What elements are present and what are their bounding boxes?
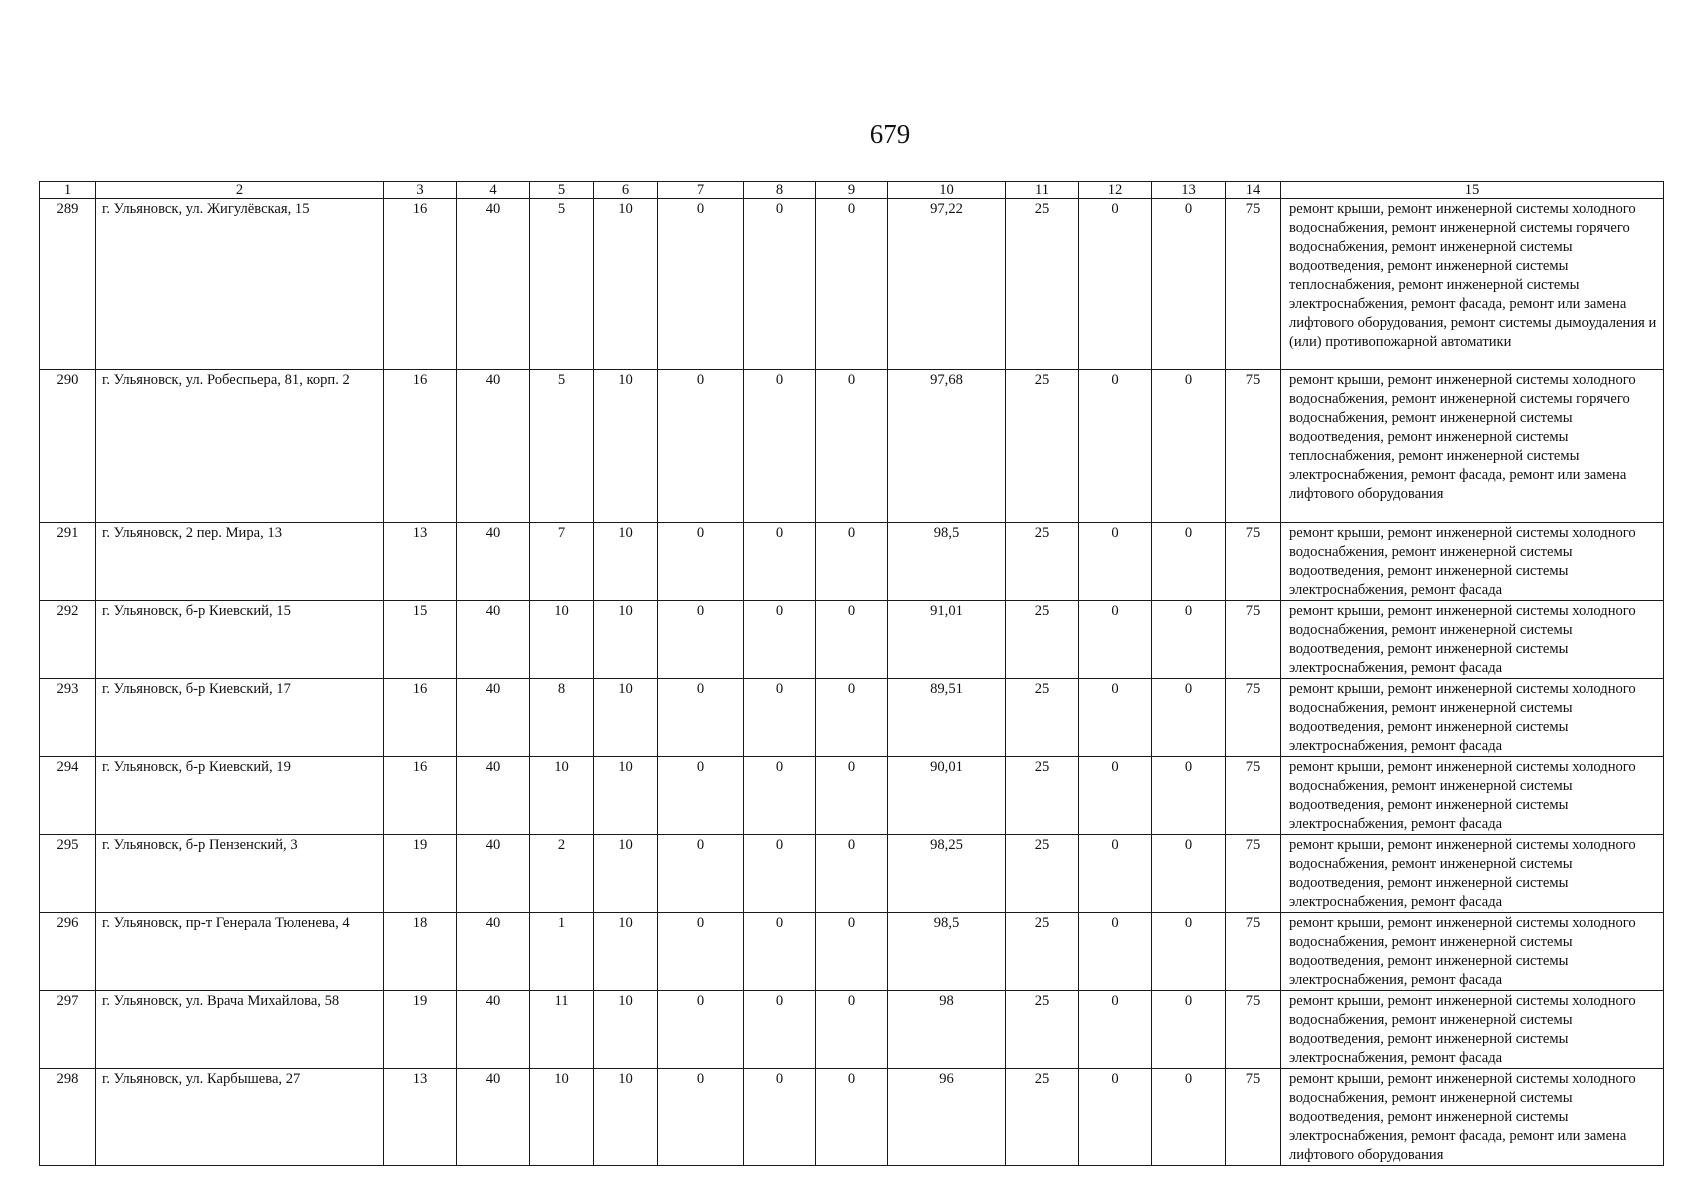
value-cell-10: 98 <box>888 991 1006 1069</box>
value-cell-3: 16 <box>384 199 457 370</box>
address-cell: г. Ульяновск, б-р Киевский, 15 <box>96 601 384 679</box>
value-cell-3: 16 <box>384 757 457 835</box>
value-cell-7: 0 <box>658 835 744 913</box>
value-cell-9: 0 <box>816 913 888 991</box>
works-cell: ремонт крыши, ремонт инженерной системы холодного водоснабжения, ремонт инженерной системы горячего водоснабжения, ремонт инженерной системы водоотведения, ремонт инженерной системы теплоснабжения, ремонт инженерной системы электроснабжения, ремонт фасада, ремонт или замена лифтового оборудования, ремонт системы дымоудаления и (или) противопожарной автоматики <box>1281 199 1664 370</box>
column-number: 13 <box>1152 182 1226 199</box>
table-row <box>40 370 1664 523</box>
column-number: 5 <box>530 182 594 199</box>
value-cell-8: 0 <box>744 679 816 757</box>
column-number: 10 <box>888 182 1006 199</box>
value-cell-8: 0 <box>744 523 816 601</box>
value-cell-12: 0 <box>1079 199 1152 370</box>
value-cell-13: 0 <box>1152 523 1226 601</box>
column-number: 12 <box>1079 182 1152 199</box>
value-cell-12: 0 <box>1079 370 1152 523</box>
row-number-cell: 291 <box>40 523 96 601</box>
value-cell-4: 40 <box>457 835 530 913</box>
table-row <box>40 199 1664 370</box>
value-cell-13: 0 <box>1152 199 1226 370</box>
column-number: 9 <box>816 182 888 199</box>
value-cell-4: 40 <box>457 757 530 835</box>
column-number: 11 <box>1006 182 1079 199</box>
value-cell-13: 0 <box>1152 757 1226 835</box>
value-cell-14: 75 <box>1226 991 1281 1069</box>
address-cell: г. Ульяновск, ул. Врача Михайлова, 58 <box>96 991 384 1069</box>
value-cell-6: 10 <box>594 523 658 601</box>
column-number: 2 <box>96 182 384 199</box>
value-cell-6: 10 <box>594 679 658 757</box>
value-cell-4: 40 <box>457 523 530 601</box>
value-cell-9: 0 <box>816 757 888 835</box>
value-cell-10: 97,22 <box>888 199 1006 370</box>
row-number-cell: 293 <box>40 679 96 757</box>
value-cell-6: 10 <box>594 601 658 679</box>
works-cell: ремонт крыши, ремонт инженерной системы холодного водоснабжения, ремонт инженерной системы водоотведения, ремонт инженерной системы электроснабжения, ремонт фасада <box>1281 835 1664 913</box>
value-cell-14: 75 <box>1226 370 1281 523</box>
value-cell-14: 75 <box>1226 1069 1281 1166</box>
column-number: 7 <box>658 182 744 199</box>
value-cell-6: 10 <box>594 199 658 370</box>
value-cell-8: 0 <box>744 991 816 1069</box>
value-cell-7: 0 <box>658 601 744 679</box>
value-cell-13: 0 <box>1152 1069 1226 1166</box>
table-row <box>40 835 1664 913</box>
value-cell-11: 25 <box>1006 757 1079 835</box>
address-cell: г. Ульяновск, б-р Киевский, 19 <box>96 757 384 835</box>
value-cell-14: 75 <box>1226 679 1281 757</box>
row-number-cell: 297 <box>40 991 96 1069</box>
value-cell-12: 0 <box>1079 835 1152 913</box>
column-number: 4 <box>457 182 530 199</box>
value-cell-13: 0 <box>1152 370 1226 523</box>
value-cell-5: 11 <box>530 991 594 1069</box>
column-number: 15 <box>1281 182 1664 199</box>
value-cell-3: 13 <box>384 1069 457 1166</box>
value-cell-12: 0 <box>1079 601 1152 679</box>
value-cell-10: 98,5 <box>888 523 1006 601</box>
value-cell-4: 40 <box>457 1069 530 1166</box>
address-cell: г. Ульяновск, ул. Робеспьера, 81, корп. 2 <box>96 370 384 523</box>
value-cell-13: 0 <box>1152 991 1226 1069</box>
table-row <box>40 523 1664 601</box>
value-cell-12: 0 <box>1079 991 1152 1069</box>
value-cell-4: 40 <box>457 199 530 370</box>
value-cell-8: 0 <box>744 199 816 370</box>
value-cell-3: 19 <box>384 835 457 913</box>
value-cell-7: 0 <box>658 199 744 370</box>
value-cell-3: 18 <box>384 913 457 991</box>
value-cell-6: 10 <box>594 757 658 835</box>
value-cell-7: 0 <box>658 913 744 991</box>
value-cell-6: 10 <box>594 1069 658 1166</box>
value-cell-10: 98,5 <box>888 913 1006 991</box>
value-cell-14: 75 <box>1226 199 1281 370</box>
value-cell-4: 40 <box>457 679 530 757</box>
value-cell-11: 25 <box>1006 601 1079 679</box>
value-cell-4: 40 <box>457 991 530 1069</box>
value-cell-7: 0 <box>658 679 744 757</box>
table-row <box>40 601 1664 679</box>
row-number-cell: 290 <box>40 370 96 523</box>
value-cell-7: 0 <box>658 523 744 601</box>
value-cell-5: 8 <box>530 679 594 757</box>
column-number: 6 <box>594 182 658 199</box>
value-cell-13: 0 <box>1152 679 1226 757</box>
value-cell-3: 15 <box>384 601 457 679</box>
value-cell-9: 0 <box>816 991 888 1069</box>
value-cell-9: 0 <box>816 199 888 370</box>
address-cell: г. Ульяновск, 2 пер. Мира, 13 <box>96 523 384 601</box>
value-cell-10: 91,01 <box>888 601 1006 679</box>
column-number: 14 <box>1226 182 1281 199</box>
value-cell-11: 25 <box>1006 913 1079 991</box>
address-cell: г. Ульяновск, б-р Киевский, 17 <box>96 679 384 757</box>
value-cell-10: 96 <box>888 1069 1006 1166</box>
address-cell: г. Ульяновск, ул. Карбышева, 27 <box>96 1069 384 1166</box>
works-cell: ремонт крыши, ремонт инженерной системы холодного водоснабжения, ремонт инженерной системы горячего водоснабжения, ремонт инженерной системы водоотведения, ремонт инженерной системы теплоснабжения, ремонт инженерной системы электроснабжения, ремонт фасада, ремонт или замена лифтового оборудования <box>1281 370 1664 523</box>
value-cell-9: 0 <box>816 601 888 679</box>
value-cell-6: 10 <box>594 835 658 913</box>
value-cell-13: 0 <box>1152 835 1226 913</box>
row-number-cell: 296 <box>40 913 96 991</box>
value-cell-5: 10 <box>530 601 594 679</box>
address-cell: г. Ульяновск, ул. Жигулёвская, 15 <box>96 199 384 370</box>
column-number: 3 <box>384 182 457 199</box>
value-cell-11: 25 <box>1006 679 1079 757</box>
value-cell-8: 0 <box>744 370 816 523</box>
table-row <box>40 913 1664 991</box>
value-cell-9: 0 <box>816 523 888 601</box>
row-number-cell: 292 <box>40 601 96 679</box>
value-cell-9: 0 <box>816 1069 888 1166</box>
value-cell-5: 2 <box>530 835 594 913</box>
value-cell-10: 98,25 <box>888 835 1006 913</box>
value-cell-11: 25 <box>1006 199 1079 370</box>
value-cell-12: 0 <box>1079 757 1152 835</box>
value-cell-11: 25 <box>1006 1069 1079 1166</box>
value-cell-9: 0 <box>816 370 888 523</box>
value-cell-10: 90,01 <box>888 757 1006 835</box>
value-cell-3: 19 <box>384 991 457 1069</box>
row-number-cell: 295 <box>40 835 96 913</box>
value-cell-3: 13 <box>384 523 457 601</box>
value-cell-8: 0 <box>744 1069 816 1166</box>
table-row <box>40 679 1664 757</box>
works-cell: ремонт крыши, ремонт инженерной системы холодного водоснабжения, ремонт инженерной системы водоотведения, ремонт инженерной системы электроснабжения, ремонт фасада <box>1281 679 1664 757</box>
address-cell: г. Ульяновск, пр-т Генерала Тюленева, 4 <box>96 913 384 991</box>
value-cell-5: 1 <box>530 913 594 991</box>
value-cell-3: 16 <box>384 370 457 523</box>
value-cell-14: 75 <box>1226 601 1281 679</box>
value-cell-4: 40 <box>457 601 530 679</box>
works-cell: ремонт крыши, ремонт инженерной системы холодного водоснабжения, ремонт инженерной системы водоотведения, ремонт инженерной системы электроснабжения, ремонт фасада <box>1281 991 1664 1069</box>
value-cell-5: 10 <box>530 1069 594 1166</box>
works-cell: ремонт крыши, ремонт инженерной системы холодного водоснабжения, ремонт инженерной системы водоотведения, ремонт инженерной системы электроснабжения, ремонт фасада <box>1281 601 1664 679</box>
value-cell-8: 0 <box>744 835 816 913</box>
works-cell: ремонт крыши, ремонт инженерной системы холодного водоснабжения, ремонт инженерной системы водоотведения, ремонт инженерной системы электроснабжения, ремонт фасада, ремонт или замена лифтового оборудования <box>1281 1069 1664 1166</box>
value-cell-8: 0 <box>744 913 816 991</box>
value-cell-7: 0 <box>658 757 744 835</box>
value-cell-14: 75 <box>1226 523 1281 601</box>
value-cell-7: 0 <box>658 370 744 523</box>
value-cell-13: 0 <box>1152 913 1226 991</box>
page-number: 679 <box>869 119 911 149</box>
value-cell-5: 10 <box>530 757 594 835</box>
value-cell-6: 10 <box>594 913 658 991</box>
value-cell-9: 0 <box>816 679 888 757</box>
repair-program-table <box>39 181 1664 1166</box>
value-cell-4: 40 <box>457 913 530 991</box>
value-cell-13: 0 <box>1152 601 1226 679</box>
value-cell-3: 16 <box>384 679 457 757</box>
row-number-cell: 298 <box>40 1069 96 1166</box>
value-cell-8: 0 <box>744 601 816 679</box>
works-cell: ремонт крыши, ремонт инженерной системы холодного водоснабжения, ремонт инженерной системы водоотведения, ремонт инженерной системы электроснабжения, ремонт фасада <box>1281 523 1664 601</box>
value-cell-14: 75 <box>1226 835 1281 913</box>
value-cell-12: 0 <box>1079 1069 1152 1166</box>
table-row <box>40 757 1664 835</box>
column-number: 1 <box>40 182 96 199</box>
column-number-row <box>40 182 1664 199</box>
value-cell-11: 25 <box>1006 370 1079 523</box>
repair-program-table-container <box>39 181 1663 1166</box>
value-cell-8: 0 <box>744 757 816 835</box>
value-cell-10: 97,68 <box>888 370 1006 523</box>
value-cell-5: 5 <box>530 199 594 370</box>
value-cell-6: 10 <box>594 370 658 523</box>
value-cell-14: 75 <box>1226 913 1281 991</box>
table-row <box>40 991 1664 1069</box>
value-cell-11: 25 <box>1006 835 1079 913</box>
table-row <box>40 1069 1664 1166</box>
address-cell: г. Ульяновск, б-р Пензенский, 3 <box>96 835 384 913</box>
works-cell: ремонт крыши, ремонт инженерной системы холодного водоснабжения, ремонт инженерной системы водоотведения, ремонт инженерной системы электроснабжения, ремонт фасада <box>1281 757 1664 835</box>
value-cell-14: 75 <box>1226 757 1281 835</box>
value-cell-7: 0 <box>658 991 744 1069</box>
value-cell-4: 40 <box>457 370 530 523</box>
value-cell-9: 0 <box>816 835 888 913</box>
value-cell-11: 25 <box>1006 523 1079 601</box>
works-cell: ремонт крыши, ремонт инженерной системы холодного водоснабжения, ремонт инженерной системы водоотведения, ремонт инженерной системы электроснабжения, ремонт фасада <box>1281 913 1664 991</box>
row-number-cell: 294 <box>40 757 96 835</box>
value-cell-7: 0 <box>658 1069 744 1166</box>
value-cell-5: 5 <box>530 370 594 523</box>
value-cell-10: 89,51 <box>888 679 1006 757</box>
row-number-cell: 289 <box>40 199 96 370</box>
value-cell-6: 10 <box>594 991 658 1069</box>
value-cell-5: 7 <box>530 523 594 601</box>
value-cell-12: 0 <box>1079 679 1152 757</box>
value-cell-11: 25 <box>1006 991 1079 1069</box>
column-number: 8 <box>744 182 816 199</box>
value-cell-12: 0 <box>1079 913 1152 991</box>
value-cell-12: 0 <box>1079 523 1152 601</box>
